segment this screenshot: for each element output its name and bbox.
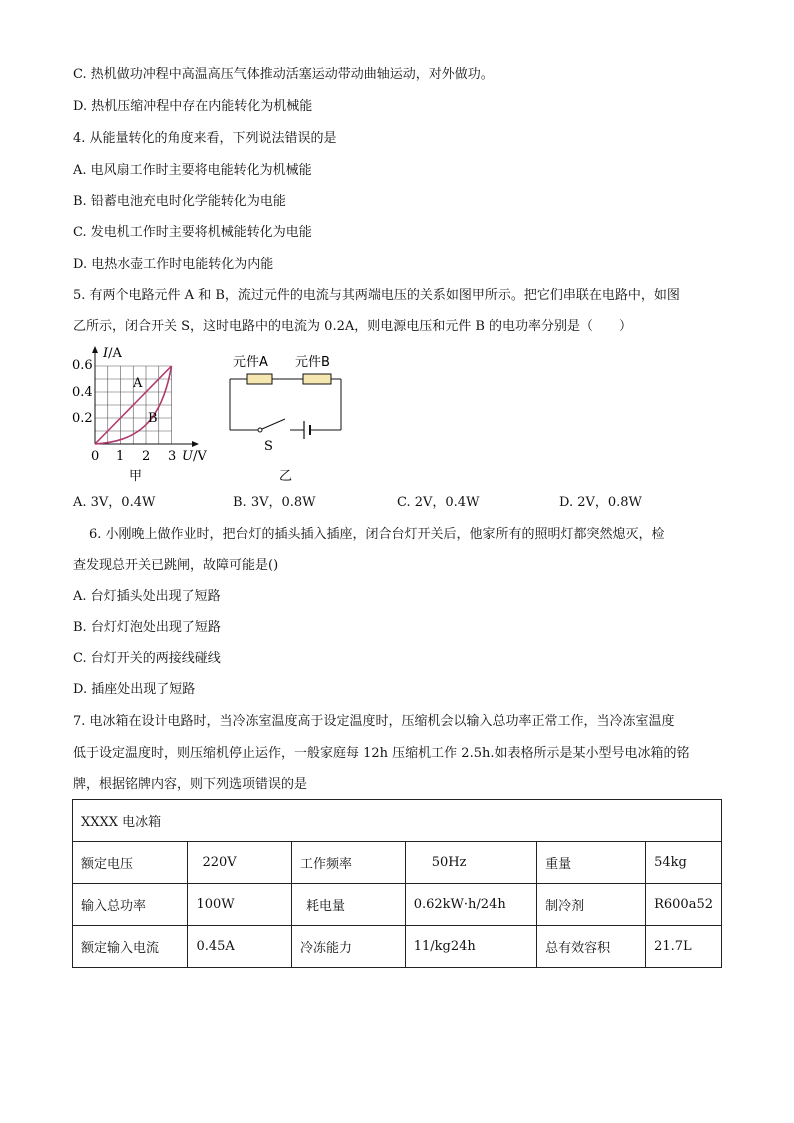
switch-pivot bbox=[258, 428, 262, 432]
table-cell: 0.45A bbox=[188, 926, 292, 968]
table-cell: 冷冻能力 bbox=[292, 926, 406, 968]
option-4a: A. 电风扇工作时主要将电能转化为机械能 bbox=[73, 163, 312, 178]
switch-label: S bbox=[264, 439, 273, 454]
table-cell: 工作频率 bbox=[292, 842, 406, 884]
question-5-line1: 5. 有两个电路元件 A 和 B，流过元件的电流与其两端电压的关系如图甲所示。把它们串联在电路中，如图 bbox=[73, 288, 680, 303]
component-b-label: 元件B bbox=[295, 355, 330, 370]
option-6c: C. 台灯开关的两接线碰线 bbox=[73, 651, 221, 666]
option-6d: D. 插座处出现了短路 bbox=[73, 682, 196, 697]
option-5c: C. 2V，0.4W bbox=[397, 495, 480, 510]
question-7-line2: 低于设定温度时，则压缩机停止运作，一般家庭每 12h 压缩机工作 2.5h.如表格所示是某小型号电冰箱的铭 bbox=[73, 746, 690, 761]
table-cell: 220V bbox=[188, 842, 292, 884]
option-6b: B. 台灯灯泡处出现了短路 bbox=[73, 620, 221, 635]
option-5a: A. 3V，0.4W bbox=[73, 495, 156, 510]
option-5d: D. 2V，0.8W bbox=[559, 495, 642, 510]
y-tick-label: 0.4 bbox=[72, 385, 93, 400]
table-cell: 50Hz bbox=[405, 842, 536, 884]
question-6-line2: 查发现总开关已跳闸，故障可能是() bbox=[73, 558, 279, 573]
x-tick-label: 0 bbox=[91, 449, 100, 464]
table-cell: 54kg bbox=[646, 842, 722, 884]
y-axis-label: I/A bbox=[103, 346, 122, 361]
table-cell: 耗电量 bbox=[292, 884, 406, 926]
table-cell: 100W bbox=[188, 884, 292, 926]
component-a-label: 元件A bbox=[233, 355, 268, 370]
x-axis-arrow bbox=[192, 441, 199, 447]
y-tick-label: 0.6 bbox=[72, 358, 93, 373]
switch-blade bbox=[262, 419, 285, 429]
x-tick-label: 1 bbox=[116, 449, 125, 464]
option-3c: C. 热机做功冲程中高温高压气体推动活塞运动带动曲轴运动，对外做功。 bbox=[73, 67, 494, 82]
table-cell: 总有效容积 bbox=[537, 926, 646, 968]
table-cell: 21.7L bbox=[646, 926, 722, 968]
x-tick-label: 3 bbox=[168, 449, 177, 464]
table-row bbox=[73, 842, 722, 884]
table-cell: 重量 bbox=[537, 842, 646, 884]
table-title-row bbox=[73, 800, 722, 842]
table-row bbox=[73, 926, 722, 968]
option-5b: B. 3V，0.8W bbox=[233, 495, 316, 510]
component-b bbox=[303, 374, 331, 384]
circuit-diagram bbox=[230, 355, 341, 484]
x-axis-label: U/V bbox=[182, 449, 207, 464]
option-4c: C. 发电机工作时主要将机械能转化为电能 bbox=[73, 225, 312, 240]
fridge-nameplate-table bbox=[72, 799, 722, 968]
question-4: 4. 从能量转化的角度来看，下列说法错误的是 bbox=[73, 131, 337, 146]
option-4d: D. 电热水壶工作时电能转化为内能 bbox=[73, 257, 274, 272]
table-cell: 额定电压 bbox=[73, 842, 188, 884]
table-cell: 输入总功率 bbox=[73, 884, 188, 926]
series-b-label: B bbox=[148, 411, 158, 426]
series-a-label: A bbox=[133, 376, 143, 391]
graph-caption: 甲 bbox=[129, 469, 143, 484]
question-5-options bbox=[73, 494, 733, 512]
table-cell: R600a52 bbox=[646, 884, 722, 926]
question-7-line1: 7. 电冰箱在设计电路时，当冷冻室温度高于设定温度时，压缩机会以输入总功率正常工作，当冷冻室温度 bbox=[73, 714, 675, 729]
table-cell: 额定输入电流 bbox=[73, 926, 188, 968]
question-5-line2: 乙所示，闭合开关 S，这时电路中的电流为 0.2A，则电源电压和元件 B 的电功率分别是（ ） bbox=[73, 319, 633, 334]
question-5-figure bbox=[70, 340, 370, 488]
circuit-caption: 乙 bbox=[279, 469, 293, 484]
option-6a: A. 台灯插头处出现了短路 bbox=[73, 589, 221, 604]
table-cell: 制冷剂 bbox=[537, 884, 646, 926]
option-4b: B. 铅蓄电池充电时化学能转化为电能 bbox=[73, 194, 286, 209]
table-title: XXXX 电冰箱 bbox=[73, 800, 722, 842]
y-tick-label: 0.2 bbox=[72, 411, 93, 426]
x-tick-label: 2 bbox=[142, 449, 151, 464]
y-axis-arrow bbox=[92, 346, 98, 353]
table-cell: 0.62kW·h/24h bbox=[405, 884, 536, 926]
table-row bbox=[73, 884, 722, 926]
question-6-line1: 6. 小刚晚上做作业时，把台灯的插头插入插座，闭合台灯开关后，他家所有的照明灯都突然熄灭，检 bbox=[89, 527, 665, 542]
option-3d: D. 热机压缩冲程中存在内能转化为机械能 bbox=[73, 99, 313, 114]
component-a bbox=[247, 374, 272, 384]
table-cell: 11/kg24h bbox=[405, 926, 536, 968]
question-7-line3: 牌，根据铭牌内容，则下列选项错误的是 bbox=[73, 777, 308, 792]
